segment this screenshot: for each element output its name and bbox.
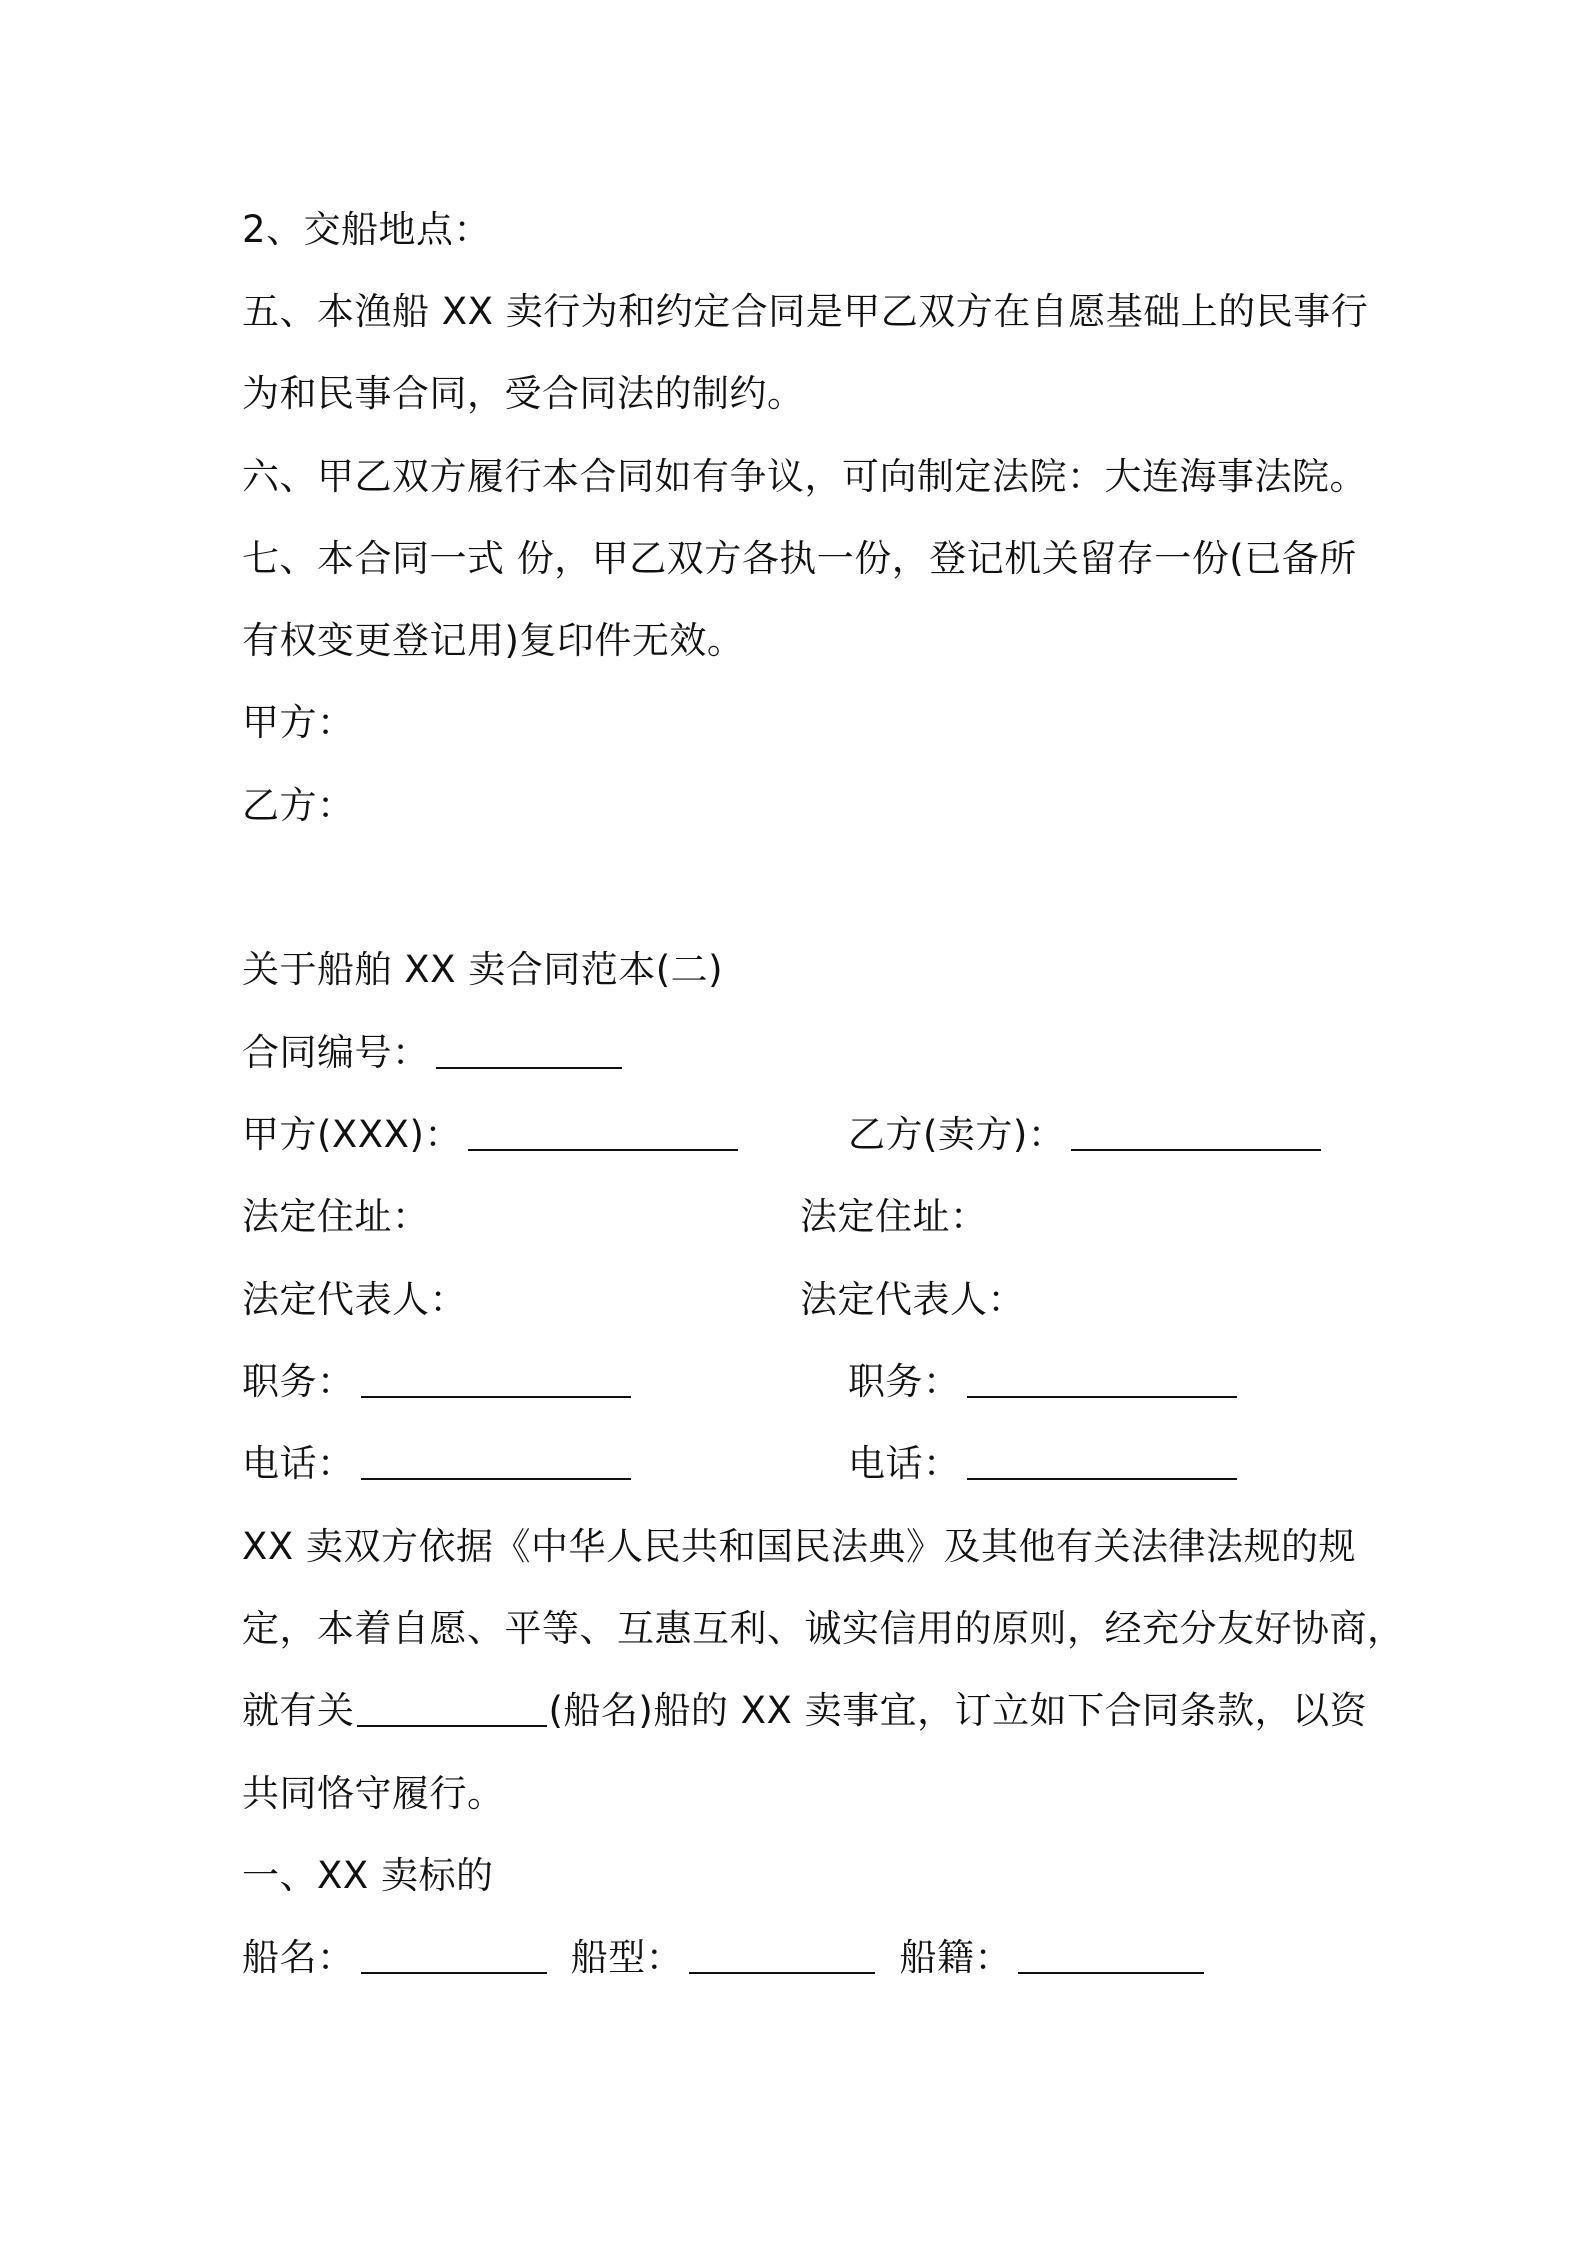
party-a-phone-row xyxy=(242,1440,631,1488)
ship-registry-blank xyxy=(1018,1938,1204,1974)
intro-line-3 xyxy=(242,1687,1367,1735)
party-a-representative-label: 法定代表人： xyxy=(242,1278,467,1321)
contract-template-title: 关于船舶 XX 卖合同范本(二) xyxy=(242,948,724,991)
clause-7-line-2: 有权变更登记用)复印件无效。 xyxy=(242,619,745,662)
clause-6-line: 六、甲乙双方履行本合同如有争议，可向制定法院：大连海事法院。 xyxy=(242,455,1367,498)
ship-name-blank xyxy=(361,1938,547,1974)
clause-5-line-1: 五、本渔船 XX 卖行为和约定合同是甲乙双方在自愿基础上的民事行 xyxy=(242,290,1369,333)
party-b-phone-row xyxy=(848,1440,1237,1488)
ship-type-blank xyxy=(689,1938,875,1974)
intro-line-4: 共同恪守履行。 xyxy=(242,1772,505,1815)
party-b-position-row xyxy=(848,1358,1237,1406)
party-a-position-row xyxy=(242,1358,631,1406)
party-b-address-label: 法定住址： xyxy=(800,1195,988,1238)
intro-line-3-suffix: (船名)船的 XX 卖事宜，订立如下合同条款，以资 xyxy=(548,1689,1368,1732)
contract-number-label: 合同编号： xyxy=(242,1031,430,1074)
ship-name-inline-blank xyxy=(357,1691,547,1727)
subject-heading: 一、XX 卖标的 xyxy=(242,1854,494,1897)
ship-name-label: 船名： xyxy=(242,1936,355,1979)
party-a-position-label: 职务： xyxy=(242,1360,355,1403)
party-a-signature-label: 甲方： xyxy=(242,701,355,744)
party-b-position-blank xyxy=(967,1362,1237,1398)
party-a-phone-blank xyxy=(361,1444,631,1480)
clause-7-line-1: 七、本合同一式 份，甲乙双方各执一份，登记机关留存一份(已备所 xyxy=(242,537,1357,580)
party-a-position-blank xyxy=(361,1362,631,1398)
party-a-buyer-row xyxy=(242,1111,738,1159)
party-b-signature-label: 乙方： xyxy=(242,784,355,827)
party-b-seller-row xyxy=(848,1111,1321,1159)
party-b-representative-label: 法定代表人： xyxy=(800,1278,1025,1321)
party-a-buyer-label: 甲方(XXX)： xyxy=(242,1113,462,1156)
party-a-buyer-blank xyxy=(468,1115,738,1151)
intro-line-2: 定，本着自愿、平等、互惠互利、诚实信用的原则，经充分友好协商， xyxy=(242,1607,1405,1650)
party-a-address-label: 法定住址： xyxy=(242,1195,430,1238)
clause-5-line-2: 为和民事合同，受合同法的制约。 xyxy=(242,372,805,415)
party-a-phone-label: 电话： xyxy=(242,1442,355,1485)
party-b-seller-blank xyxy=(1071,1115,1321,1151)
party-b-position-label: 职务： xyxy=(848,1360,961,1403)
ship-registry-label: 船籍： xyxy=(899,1936,1013,1979)
ship-details-row xyxy=(242,1934,1204,1982)
intro-line-1: XX 卖双方依据《中华人民共和国民法典》及其他有关法律法规的规 xyxy=(242,1525,1356,1568)
party-b-seller-label: 乙方(卖方)： xyxy=(848,1113,1066,1156)
contract-number-row xyxy=(242,1029,622,1077)
intro-line-3-prefix: 就有关 xyxy=(242,1689,355,1732)
party-b-phone-label: 电话： xyxy=(848,1442,961,1485)
delivery-place-line: 2、交船地点： xyxy=(242,208,492,251)
contract-number-blank xyxy=(436,1033,622,1069)
party-b-phone-blank xyxy=(967,1444,1237,1480)
ship-type-label: 船型： xyxy=(570,1936,684,1979)
